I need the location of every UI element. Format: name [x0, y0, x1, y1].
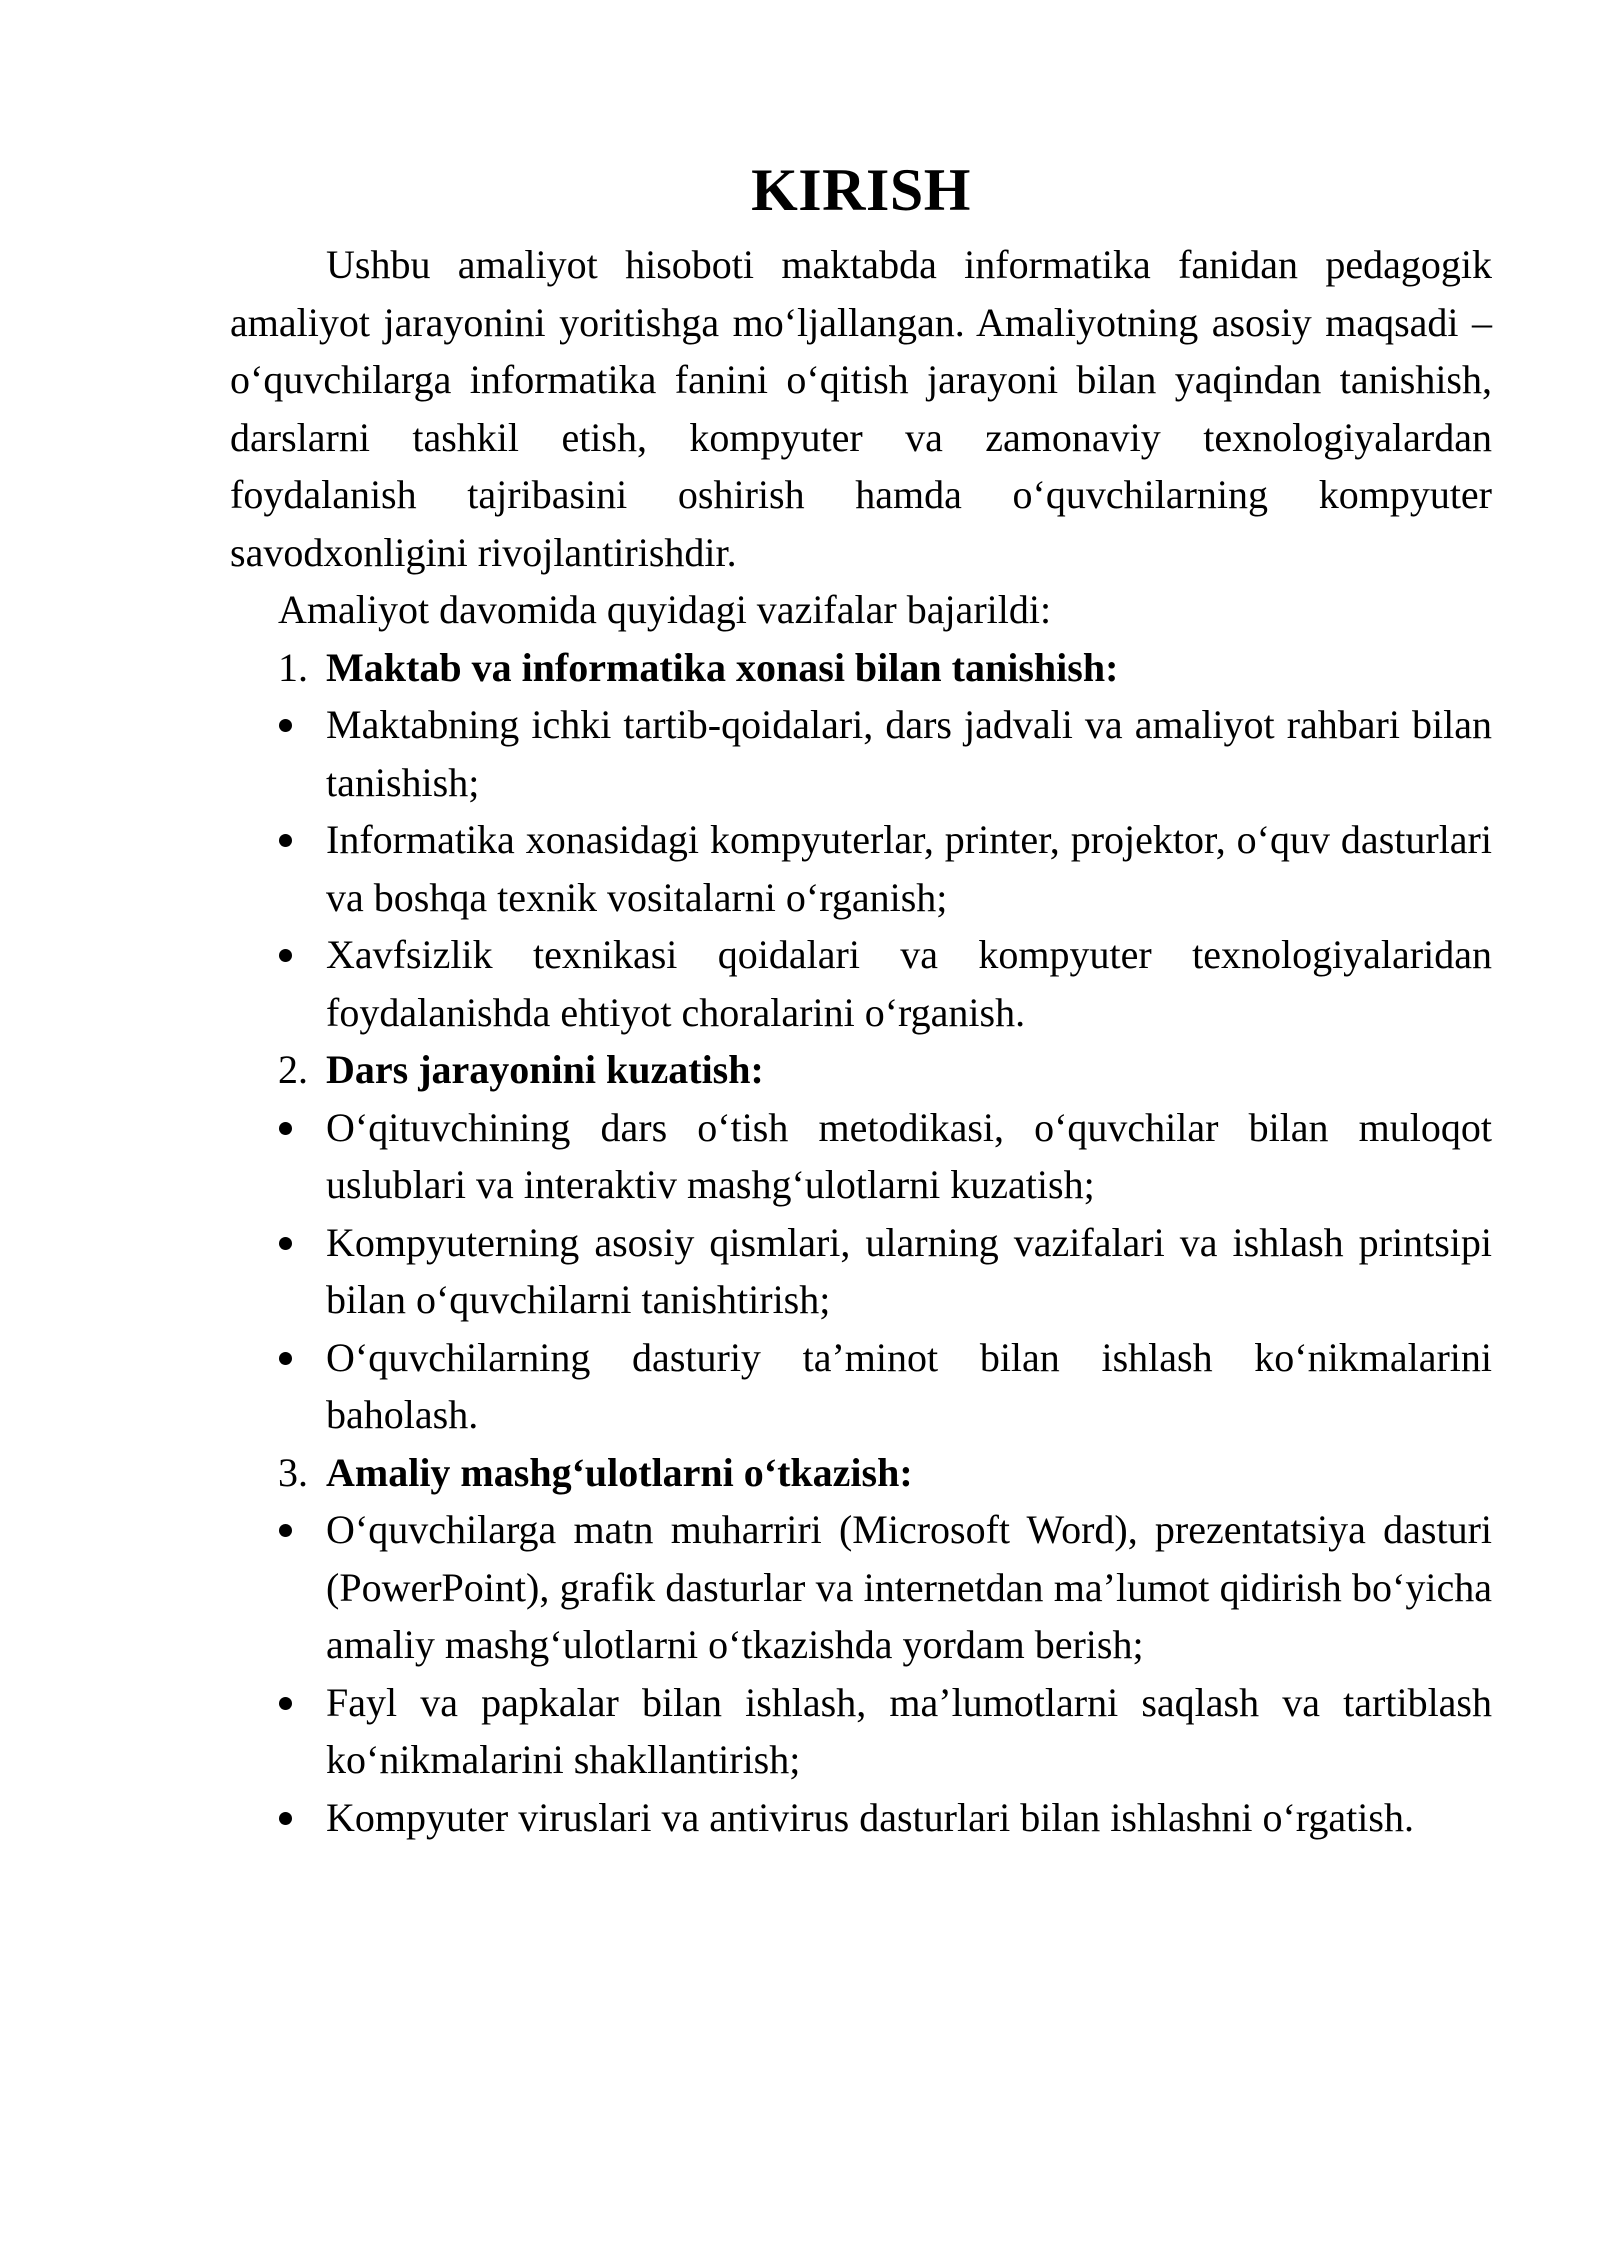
list-item	[230, 1789, 1492, 1847]
section-heading-text: Amaliy mashg‘ulotlarni o‘tkazish:	[326, 1449, 913, 1495]
bullet-icon	[279, 949, 292, 962]
intro-paragraph: Ushbu amaliyot hisoboti maktabda informatika fanidan pedagogik amaliyot jarayonini yoritishga mo‘ljallangan. Amaliyotning asosiy maqsadi – o‘quvchilarga informatika fanini o‘qitish jarayoni bilan yaqindan tanishish, darslarni tashkil etish, kompyuter va zamonaviy texnologiyalardan foydalanish tajribasini oshirish hamda o‘quvchilarning kompyuter savodxonligini rivojlantirishdir.	[230, 242, 1492, 575]
list-item	[230, 811, 1492, 926]
bullet-icon	[279, 834, 292, 847]
list-item	[230, 1214, 1492, 1329]
list-item-text: Xavfsizlik texnikasi qoidalari va kompyuter texnologiyalaridan foydalanishda ehtiyot choralarini o‘rganish.	[326, 932, 1492, 1035]
section-heading	[230, 639, 1492, 697]
list-item	[230, 696, 1492, 811]
list-item-text: Maktabning ichki tartib-qoidalari, dars jadvali va amaliyot rahbari bilan tanishish;	[326, 702, 1492, 805]
list-item-text: O‘quvchilarga matn muharriri (Microsoft Word), prezentatsiya dasturi (PowerPoint), grafik dasturlar va internetdan ma’lumot qidirish bo‘yicha amaliy mashg‘ulotlarni o‘tkazishda yordam berish;	[326, 1507, 1492, 1667]
bullet-list	[230, 1501, 1492, 1846]
section	[230, 639, 1492, 1042]
bullet-icon	[279, 1237, 292, 1250]
tasks-intro: Amaliyot davomida quyidagi vazifalar bajarildi:	[278, 587, 1052, 632]
list-item	[230, 1501, 1492, 1674]
bullet-list	[230, 1099, 1492, 1444]
section	[230, 1444, 1492, 1847]
bullet-icon	[279, 1812, 292, 1825]
list-item	[230, 1674, 1492, 1789]
bullet-icon	[279, 719, 292, 732]
bullet-icon	[279, 1697, 292, 1710]
section	[230, 1041, 1492, 1444]
bullet-icon	[279, 1524, 292, 1537]
bullet-list	[230, 696, 1492, 1041]
list-item-text: Kompyuterning asosiy qismlari, ularning vazifalari va ishlash printsipi bilan o‘quvchilarni tanishtirish;	[326, 1219, 1492, 1322]
list-item-text: O‘quvchilarning dasturiy ta’minot bilan ishlash ko‘nikmalarini baholash.	[326, 1334, 1492, 1437]
list-item	[230, 1099, 1492, 1214]
bullet-icon	[279, 1352, 292, 1365]
list-item-text: Informatika xonasidagi kompyuterlar, printer, projektor, o‘quv dasturlari va boshqa texnik vositalarni o‘rganish;	[326, 817, 1492, 920]
list-item	[230, 926, 1492, 1041]
document-page	[230, 150, 1492, 1846]
section-heading	[230, 1041, 1492, 1099]
page-title: KIRISH	[751, 157, 971, 223]
section-number: 2.	[278, 1047, 308, 1092]
list-item	[230, 1329, 1492, 1444]
list-item-text: Fayl va papkalar bilan ishlash, ma’lumotlarni saqlash va tartiblash ko‘nikmalarini shakllantirish;	[326, 1679, 1492, 1782]
section-heading	[230, 1444, 1492, 1502]
section-number: 3.	[278, 1449, 308, 1495]
section-heading-text: Dars jarayonini kuzatish:	[326, 1047, 764, 1092]
section-heading-text: Maktab va informatika xonasi bilan tanishish:	[326, 644, 1119, 690]
section-number: 1.	[278, 644, 308, 690]
list-item-text: Kompyuter viruslari va antivirus dasturlari bilan ishlashni o‘rgatish.	[326, 1794, 1414, 1840]
list-item-text: O‘qituvchining dars o‘tish metodikasi, o‘quvchilar bilan muloqot uslublari va interaktiv mashg‘ulotlarni kuzatish;	[326, 1104, 1492, 1207]
bullet-icon	[279, 1122, 292, 1135]
